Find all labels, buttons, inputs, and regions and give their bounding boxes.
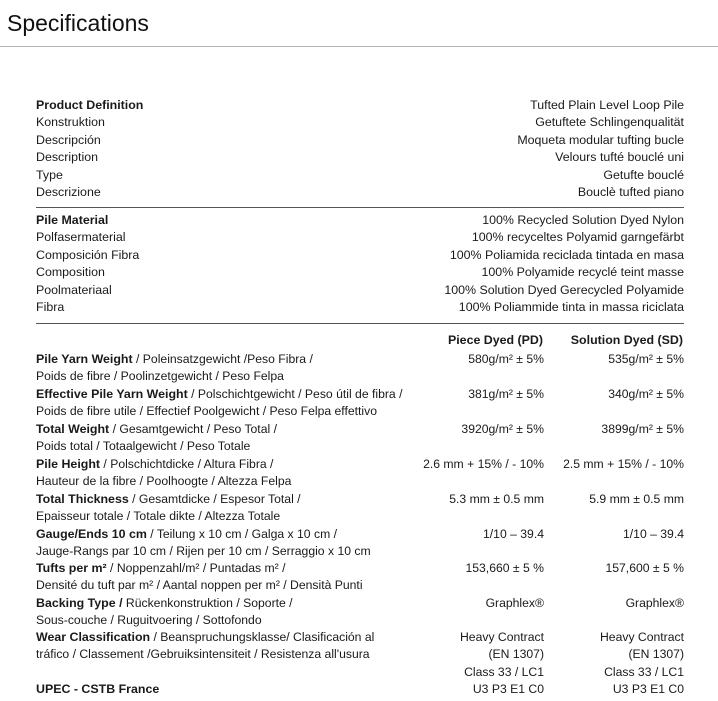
- property-translations: / Gesamtgewicht / Peso Total /: [109, 422, 277, 436]
- property-translations: / Gesamtdicke / Espesor Total /: [128, 492, 301, 506]
- solution-dyed-value: [608, 351, 684, 368]
- property-translations: Rückenkonstruktion / Soporte /: [122, 596, 293, 610]
- property-translations-cont: Jauge-Rangs par 10 cm / Rijen per 10 cm / Serraggio x 10 cm: [36, 544, 371, 559]
- product-definition-row: [36, 184, 684, 201]
- section-divider: [36, 323, 684, 324]
- row-value: 100% Recycled Solution Dyed Nylon: [482, 213, 684, 227]
- value-line: Heavy Contract: [460, 630, 544, 644]
- property-translations: / Poleinsatzgewicht /Peso Fibra /: [132, 352, 313, 366]
- property-label: [36, 386, 402, 421]
- value-line: 1/10 – 39.4: [623, 527, 684, 541]
- row-value: Tufted Plain Level Loop Pile: [530, 98, 684, 112]
- value-line: 1/10 – 39.4: [483, 527, 544, 541]
- property-translations-cont: Epaisseur totale / Totale dikte / Altezza Totale: [36, 509, 281, 524]
- row-value: 100% Polyamide recyclé teint masse: [481, 265, 684, 280]
- pile-material-row: [36, 264, 684, 281]
- piece-dyed-value: [461, 421, 544, 438]
- property-label: [36, 526, 371, 561]
- row-value: Bouclè tufted piano: [577, 184, 684, 199]
- row-label: Product Definition: [36, 98, 144, 112]
- value-line: Graphlex®: [625, 596, 684, 610]
- property-translations-cont: Poids total / Totaalgewicht / Peso Totale: [36, 439, 251, 454]
- title-divider: [0, 46, 718, 47]
- row-value: Getufte bouclé: [603, 167, 684, 182]
- property-translations-cont: tráfico / Classement /Gebruiksintensiteit / Resistenza all'usura: [36, 647, 370, 662]
- value-line: U3 P3 E1 C0: [472, 682, 544, 696]
- value-line: U3 P3 E1 C0: [612, 682, 684, 696]
- value-line: Heavy Contract: [600, 630, 684, 644]
- piece-dyed-value: [473, 681, 544, 698]
- value-line: Class 33 / LC1: [464, 664, 544, 679]
- property-name: Effective Pile Yarn Weight: [36, 387, 188, 401]
- value-line: 3920g/m² ± 5%: [461, 422, 544, 436]
- value-line: Graphlex®: [485, 596, 544, 610]
- piece-dyed-value: [460, 629, 544, 681]
- value-line: 535g/m² ± 5%: [608, 352, 684, 366]
- value-line: 3899g/m² ± 5%: [601, 422, 684, 436]
- value-line: 2.6 mm + 15% / - 10%: [423, 457, 544, 471]
- product-definition-row: [36, 149, 684, 166]
- pile-material-section: [36, 212, 684, 316]
- property-label: [36, 491, 301, 526]
- property-name: Gauge/Ends 10 cm: [36, 527, 147, 541]
- solution-dyed-value: [563, 456, 684, 473]
- row-label: Konstruktion: [36, 115, 105, 130]
- piece-dyed-value: [449, 491, 544, 508]
- property-name: Total Weight: [36, 422, 110, 436]
- property-translations: / Polschichtgewicht / Peso útil de fibra /: [187, 387, 403, 401]
- property-label: [36, 456, 291, 491]
- row-label: Composición Fibra: [36, 247, 140, 262]
- row-value: 100% recyceltes Polyamid garngefärbt: [471, 230, 684, 245]
- property-translations: / Beanspruchungsklasse/ Clasificación al: [150, 630, 375, 644]
- property-name: Backing Type /: [36, 596, 123, 610]
- property-name: UPEC - CSTB France: [36, 682, 160, 696]
- property-translations: / Polschichtdicke / Altura Fibra /: [100, 457, 274, 471]
- row-label: Polfasermaterial: [36, 230, 126, 245]
- pile-material-row: [36, 299, 684, 316]
- row-value: 100% Solution Dyed Gerecycled Polyamide: [444, 282, 684, 297]
- piece-dyed-value: [465, 560, 544, 577]
- piece-dyed-value: [483, 526, 544, 543]
- value-line: (EN 1307): [488, 647, 544, 662]
- product-definition-row: [36, 114, 684, 131]
- solution-dyed-value: [589, 491, 684, 508]
- solution-dyed-value: [601, 421, 684, 438]
- property-label: [36, 560, 363, 595]
- piece-dyed-value: [423, 456, 544, 473]
- page-title: Specifications: [7, 10, 149, 36]
- pile-material-row: [36, 212, 684, 229]
- pile-material-row: [36, 229, 684, 246]
- property-translations-cont: Poids de fibre utile / Effectief Poolgewicht / Peso Felpa effettivo: [36, 404, 377, 419]
- property-translations-cont: Sous-couche / Ruguitvoering / Sottofondo: [36, 613, 262, 628]
- solution-dyed-value: [613, 681, 684, 698]
- value-line: 2.5 mm + 15% / - 10%: [563, 457, 684, 471]
- row-label: Descripción: [36, 132, 101, 147]
- row-label: Fibra: [36, 299, 65, 314]
- property-label: [36, 681, 159, 698]
- solution-dyed-value: [626, 595, 684, 612]
- row-value: Getuftete Schlingenqualität: [535, 115, 684, 130]
- row-label: Description: [36, 150, 98, 165]
- section-divider: [36, 207, 684, 208]
- property-translations: / Noppenzahl/m² / Puntadas m² /: [106, 561, 286, 575]
- value-line: 340g/m² ± 5%: [608, 387, 684, 401]
- property-label: [36, 629, 374, 664]
- property-label: [36, 421, 277, 456]
- property-name: Tufts per m²: [36, 561, 107, 575]
- row-label: Composition: [36, 265, 105, 280]
- property-name: Pile Height: [36, 457, 101, 471]
- pile-material-row: [36, 282, 684, 299]
- value-line: 5.9 mm ± 0.5 mm: [589, 492, 684, 506]
- solution-dyed-value: [623, 526, 684, 543]
- row-value: 100% Poliamida reciclada tintada en masa: [449, 247, 684, 262]
- product-definition-section: [36, 97, 684, 201]
- piece-dyed-value: [468, 351, 544, 368]
- row-label: Poolmateriaal: [36, 282, 112, 297]
- row-value: Moqueta modular tufting bucle: [517, 132, 684, 147]
- value-line: Class 33 / LC1: [604, 664, 684, 679]
- product-definition-row: [36, 97, 684, 114]
- property-translations-cont: Hauteur de la fibre / Poolhoogte / Altezza Felpa: [36, 474, 292, 489]
- solution-dyed-value: [608, 386, 684, 403]
- column-header-piece-dyed: Piece Dyed (PD): [447, 333, 543, 347]
- column-header-solution-dyed: Solution Dyed (SD): [570, 333, 683, 347]
- value-line: 157,600 ± 5 %: [605, 561, 684, 575]
- property-translations: / Teilung x 10 cm / Galga x 10 cm /: [146, 527, 337, 541]
- property-name: Wear Classification: [36, 630, 151, 644]
- value-line: 381g/m² ± 5%: [468, 387, 544, 401]
- row-label: Type: [36, 167, 63, 182]
- piece-dyed-value: [486, 595, 544, 612]
- property-label: [36, 595, 293, 630]
- value-line: 153,660 ± 5 %: [465, 561, 544, 575]
- solution-dyed-value: [600, 629, 684, 681]
- row-label: Pile Material: [36, 213, 109, 227]
- row-label: Descrizione: [36, 184, 101, 199]
- value-line: 5.3 mm ± 0.5 mm: [449, 492, 544, 506]
- value-line: 580g/m² ± 5%: [468, 352, 544, 366]
- property-translations-cont: Densité du tuft par m² / Aantal noppen per m² / Densità Punti: [36, 578, 363, 593]
- row-value: 100% Poliammide tinta in massa riciclata: [458, 299, 684, 314]
- property-label: [36, 351, 313, 386]
- property-name: Total Thickness: [36, 492, 129, 506]
- property-name: Pile Yarn Weight: [36, 352, 133, 366]
- solution-dyed-value: [605, 560, 684, 577]
- pile-material-row: [36, 247, 684, 264]
- row-value: Velours tufté bouclé uni: [555, 150, 684, 165]
- product-definition-row: [36, 132, 684, 149]
- property-translations-cont: Poids de fibre / Poolinzetgewicht / Peso Felpa: [36, 369, 284, 384]
- value-line: (EN 1307): [628, 647, 684, 662]
- product-definition-row: [36, 167, 684, 184]
- piece-dyed-value: [468, 386, 544, 403]
